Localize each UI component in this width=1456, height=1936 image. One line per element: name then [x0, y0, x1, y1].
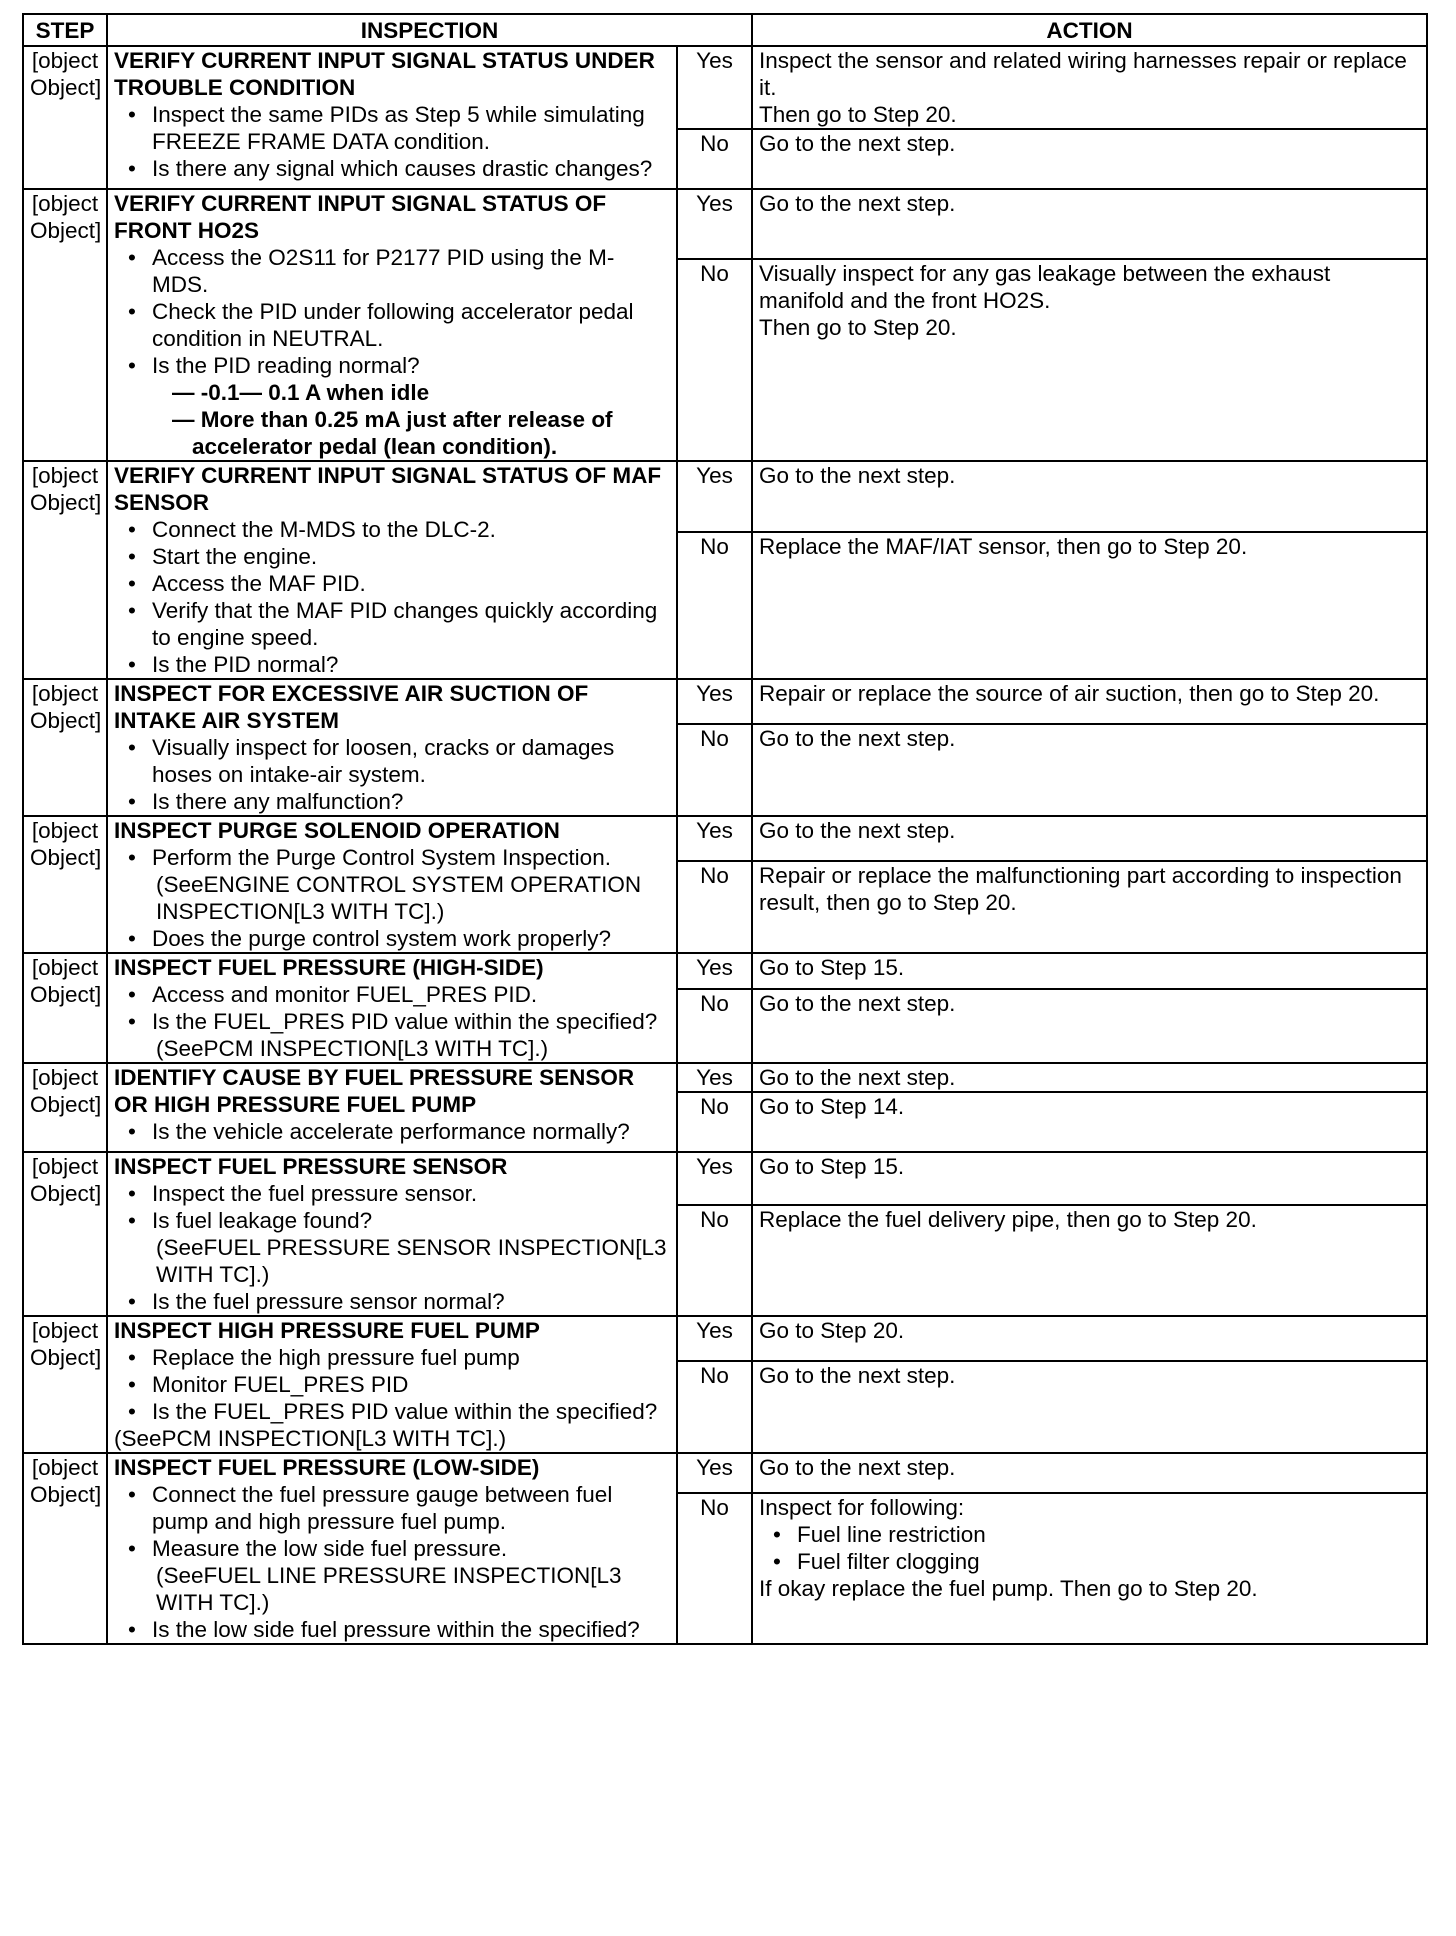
- inspection-title: IDENTIFY CAUSE BY FUEL PRESSURE SENSOR OR HIGH PRESSURE FUEL PUMP: [114, 1065, 635, 1117]
- action-line: Go to the next step.: [759, 131, 956, 156]
- no-action: [752, 1361, 1427, 1453]
- inspection-bullet-text: • Is fuel leakage found?: [152, 1208, 373, 1233]
- step-number: [object Object]: [23, 679, 107, 816]
- yes-action: [752, 1063, 1427, 1092]
- no-action: [752, 861, 1427, 953]
- inspection-bullet: [114, 543, 670, 570]
- yes-label: Yes: [677, 953, 752, 989]
- procedure-reference: (SeeENGINE CONTROL SYSTEM OPERATION INSPECTION[L3 WITH TC].): [156, 872, 642, 924]
- inspection-bullet-text: • Connect the M-MDS to the DLC-2.: [152, 517, 496, 542]
- action-line: Go to the next step.: [759, 1362, 956, 1388]
- inspection-bullet-text: • Is the vehicle accelerate performance normally?: [152, 1119, 630, 1144]
- no-action: [752, 259, 1427, 461]
- diagnostic-procedure-page: [22, 13, 1426, 1645]
- step-number: [object Object]: [23, 461, 107, 679]
- action-line: Inspect for following:: [759, 1494, 965, 1520]
- inspection-bullets: [114, 244, 670, 460]
- step-row: [23, 1152, 1427, 1205]
- inspection-cell: [107, 189, 677, 461]
- inspection-bullet: [114, 788, 670, 815]
- inspection-bullet-text: • Is the low side fuel pressure within the specified?: [152, 1617, 640, 1642]
- inspection-bullet: [114, 1008, 670, 1062]
- inspection-bullet-text: • Is the FUEL_PRES PID value within the specified?: [152, 1399, 658, 1424]
- action-line: Go to the next step.: [759, 818, 956, 843]
- action-line: Inspect the sensor and related wiring harnesses repair or replace it.: [759, 48, 1407, 100]
- inspection-bullets: [114, 734, 670, 815]
- step-number: [object Object]: [23, 1453, 107, 1644]
- inspection-cell: [107, 461, 677, 679]
- inspection-cell: [107, 1453, 677, 1644]
- step-number: [object Object]: [23, 46, 107, 189]
- yes-label: Yes: [677, 679, 752, 724]
- diagnostic-table: [22, 13, 1428, 1645]
- inspection-title: INSPECT PURGE SOLENOID OPERATION: [114, 818, 560, 843]
- yes-action: [752, 46, 1427, 129]
- inspection-bullet: [114, 101, 670, 155]
- step-number: [object Object]: [23, 1063, 107, 1152]
- no-action: [752, 1493, 1427, 1644]
- action-line: Go to the next step.: [759, 725, 956, 751]
- no-label: No: [677, 724, 752, 816]
- inspection-bullet-text: • Is the FUEL_PRES PID value within the specified?: [152, 1009, 658, 1034]
- action-bullet: • Fuel filter clogging: [759, 1548, 1420, 1575]
- no-action: [752, 989, 1427, 1063]
- inspection-bullet-text: • Measure the low side fuel pressure.: [152, 1536, 508, 1561]
- procedure-reference: (SeeFUEL LINE PRESSURE INSPECTION[L3 WITH TC].): [156, 1563, 622, 1615]
- action-line: Replace the MAF/IAT sensor, then go to Step 20.: [759, 534, 1248, 560]
- yes-action: [752, 1316, 1427, 1361]
- inspection-cell: [107, 1316, 677, 1453]
- action-column-header: ACTION: [752, 14, 1427, 46]
- inspection-bullet: [114, 925, 670, 952]
- no-label: No: [677, 259, 752, 461]
- action-line: Go to the next step.: [759, 191, 956, 216]
- inspection-bullet: [114, 570, 670, 597]
- yes-label: Yes: [677, 1453, 752, 1493]
- no-label: No: [677, 1205, 752, 1316]
- step-row: [23, 189, 1427, 259]
- inspection-cell: [107, 679, 677, 816]
- action-line: Go to the next step.: [759, 990, 956, 1016]
- step-row: [23, 46, 1427, 129]
- action-line: Replace the fuel delivery pipe, then go to Step 20.: [759, 1207, 1257, 1233]
- yes-action: [752, 1152, 1427, 1205]
- no-label: No: [677, 1493, 752, 1644]
- yes-action: [752, 1453, 1427, 1493]
- action-line: Then go to Step 20.: [759, 102, 957, 127]
- step-row: [23, 1316, 1427, 1361]
- inspection-criterion: — -0.1— 0.1 A when idle: [172, 380, 430, 405]
- inspection-title: INSPECT FUEL PRESSURE (LOW-SIDE): [114, 1455, 540, 1480]
- step-row: [23, 679, 1427, 724]
- no-label: No: [677, 532, 752, 679]
- yes-label: Yes: [677, 816, 752, 861]
- step-row: [23, 1063, 1427, 1092]
- inspection-bullet: [114, 1344, 670, 1371]
- yes-action: [752, 816, 1427, 861]
- inspection-bullet-text: • Is the PID reading normal?: [152, 353, 420, 378]
- inspection-bullet: [114, 1398, 670, 1425]
- step-number: [object Object]: [23, 189, 107, 461]
- no-action: [752, 129, 1427, 189]
- inspection-bullet: [114, 597, 670, 651]
- step-number: [object Object]: [23, 953, 107, 1063]
- no-label: No: [677, 1092, 752, 1152]
- action-line: Repair or replace the malfunctioning part according to inspection result, then go to Step 20.: [759, 862, 1402, 915]
- inspection-bullet-text: • Is the PID normal?: [152, 652, 339, 677]
- inspection-bullet: [114, 298, 670, 352]
- procedure-reference: (SeePCM INSPECTION[L3 WITH TC].): [114, 1426, 507, 1451]
- action-line: Go to the next step.: [759, 1455, 956, 1480]
- action-line: Go to Step 15.: [759, 955, 905, 980]
- inspection-bullet: [114, 844, 670, 925]
- inspection-bullet-text: • Access the MAF PID.: [152, 571, 366, 596]
- inspection-bullet-text: • Access and monitor FUEL_PRES PID.: [152, 982, 538, 1007]
- inspection-column-header: INSPECTION: [107, 14, 752, 46]
- inspection-bullet: [114, 1616, 670, 1643]
- step-row: [23, 461, 1427, 532]
- inspection-bullets: [114, 1118, 670, 1145]
- yes-label: Yes: [677, 46, 752, 129]
- inspection-cell: [107, 816, 677, 953]
- inspection-bullet: [114, 155, 670, 182]
- no-label: No: [677, 1361, 752, 1453]
- inspection-bullet: [114, 1535, 670, 1616]
- step-row: [23, 816, 1427, 861]
- inspection-bullet: [114, 1180, 670, 1207]
- inspection-bullet: [114, 244, 670, 298]
- inspection-bullet-text: • Replace the high pressure fuel pump: [152, 1345, 520, 1370]
- inspection-bullet: [114, 981, 670, 1008]
- inspection-bullets: [114, 101, 670, 182]
- inspection-criterion: — More than 0.25 mA just after release of accelerator pedal (lean condition).: [172, 407, 613, 459]
- yes-action: [752, 679, 1427, 724]
- no-label: No: [677, 129, 752, 189]
- action-line: Go to the next step.: [759, 463, 956, 488]
- inspection-cell: [107, 953, 677, 1063]
- yes-action: [752, 189, 1427, 259]
- inspection-bullet-text: • Connect the fuel pressure gauge between fuel pump and high pressure fuel pump.: [152, 1482, 613, 1534]
- inspection-bullet: [114, 1288, 670, 1315]
- inspection-bullet-text: • Check the PID under following accelerator pedal condition in NEUTRAL.: [152, 299, 634, 351]
- procedure-reference: (SeeFUEL PRESSURE SENSOR INSPECTION[L3 WITH TC].): [156, 1235, 667, 1287]
- inspection-bullet: [114, 516, 670, 543]
- table-header-row: [23, 14, 1427, 46]
- action-bullets: [759, 1521, 1420, 1575]
- procedure-reference: (SeePCM INSPECTION[L3 WITH TC].): [156, 1036, 549, 1061]
- inspection-bullet-text: • Start the engine.: [152, 544, 318, 569]
- inspection-bullet: [114, 352, 670, 460]
- yes-label: Yes: [677, 1063, 752, 1092]
- inspection-bullet: [114, 734, 670, 788]
- inspection-title: INSPECT HIGH PRESSURE FUEL PUMP: [114, 1318, 540, 1343]
- no-action: [752, 724, 1427, 816]
- action-line: Go to Step 14.: [759, 1094, 905, 1119]
- no-label: No: [677, 989, 752, 1063]
- inspection-title: INSPECT FUEL PRESSURE SENSOR: [114, 1154, 508, 1179]
- yes-action: [752, 953, 1427, 989]
- yes-label: Yes: [677, 189, 752, 259]
- no-action: [752, 1205, 1427, 1316]
- step-column-header: STEP: [23, 14, 107, 46]
- inspection-bullet: [114, 1481, 670, 1535]
- no-label: No: [677, 861, 752, 953]
- yes-label: Yes: [677, 1316, 752, 1361]
- yes-label: Yes: [677, 1152, 752, 1205]
- inspection-title: VERIFY CURRENT INPUT SIGNAL STATUS OF MAF SENSOR: [114, 463, 662, 515]
- inspection-bullet: [114, 1371, 670, 1398]
- inspection-bullets: [114, 844, 670, 952]
- step-row: [23, 953, 1427, 989]
- action-line: Go to Step 15.: [759, 1154, 905, 1179]
- steps-body: [23, 46, 1427, 1644]
- inspection-bullet-text: • Perform the Purge Control System Inspection.: [152, 845, 611, 870]
- inspection-bullet-text: • Inspect the fuel pressure sensor.: [152, 1181, 478, 1206]
- inspection-cell: [107, 46, 677, 189]
- yes-action: [752, 461, 1427, 532]
- inspection-bullets: [114, 516, 670, 678]
- step-number: [object Object]: [23, 1152, 107, 1316]
- inspection-cell: [107, 1063, 677, 1152]
- action-bullet: • Fuel line restriction: [759, 1521, 1420, 1548]
- action-line: Go to the next step.: [759, 1065, 956, 1090]
- inspection-bullet-text: • Is there any malfunction?: [152, 789, 404, 814]
- action-line: Go to Step 20.: [759, 1318, 905, 1343]
- inspection-title: VERIFY CURRENT INPUT SIGNAL STATUS OF FRONT HO2S: [114, 191, 607, 243]
- step-row: [23, 1453, 1427, 1493]
- inspection-bullets: [114, 1180, 670, 1315]
- inspection-bullet-text: • Visually inspect for loosen, cracks or damages hoses on intake-air system.: [152, 735, 615, 787]
- action-line: Visually inspect for any gas leakage between the exhaust manifold and the front HO2S.: [759, 261, 1331, 314]
- inspection-title: INSPECT FUEL PRESSURE (HIGH-SIDE): [114, 955, 544, 980]
- yes-label: Yes: [677, 461, 752, 532]
- step-number: [object Object]: [23, 1316, 107, 1453]
- inspection-bullet: [114, 1207, 670, 1288]
- no-action: [752, 1092, 1427, 1152]
- inspection-title: INSPECT FOR EXCESSIVE AIR SUCTION OF INTAKE AIR SYSTEM: [114, 681, 589, 733]
- inspection-bullets: [114, 1344, 670, 1425]
- inspection-bullet: [114, 651, 670, 678]
- inspection-bullets: [114, 1481, 670, 1643]
- inspection-bullet-text: • Verify that the MAF PID changes quickly according to engine speed.: [152, 598, 658, 650]
- inspection-title: VERIFY CURRENT INPUT SIGNAL STATUS UNDER TROUBLE CONDITION: [114, 48, 655, 100]
- inspection-bullet-text: • Is the fuel pressure sensor normal?: [152, 1289, 505, 1314]
- inspection-bullet-text: • Monitor FUEL_PRES PID: [152, 1372, 409, 1397]
- inspection-bullet-text: • Is there any signal which causes drastic changes?: [152, 156, 653, 181]
- step-number: [object Object]: [23, 816, 107, 953]
- action-line: If okay replace the fuel pump. Then go to Step 20.: [759, 1575, 1258, 1601]
- inspection-bullet-text: • Does the purge control system work properly?: [152, 926, 611, 951]
- action-line: Repair or replace the source of air suction, then go to Step 20.: [759, 681, 1380, 706]
- inspection-bullets: [114, 981, 670, 1062]
- inspection-bullet: [114, 1118, 670, 1145]
- inspection-bullet-text: • Access the O2S11 for P2177 PID using the M-MDS.: [152, 245, 615, 297]
- inspection-bullet-text: • Inspect the same PIDs as Step 5 while simulating FREEZE FRAME DATA condition.: [152, 102, 645, 154]
- action-line: Then go to Step 20.: [759, 315, 957, 341]
- inspection-cell: [107, 1152, 677, 1316]
- no-action: [752, 532, 1427, 679]
